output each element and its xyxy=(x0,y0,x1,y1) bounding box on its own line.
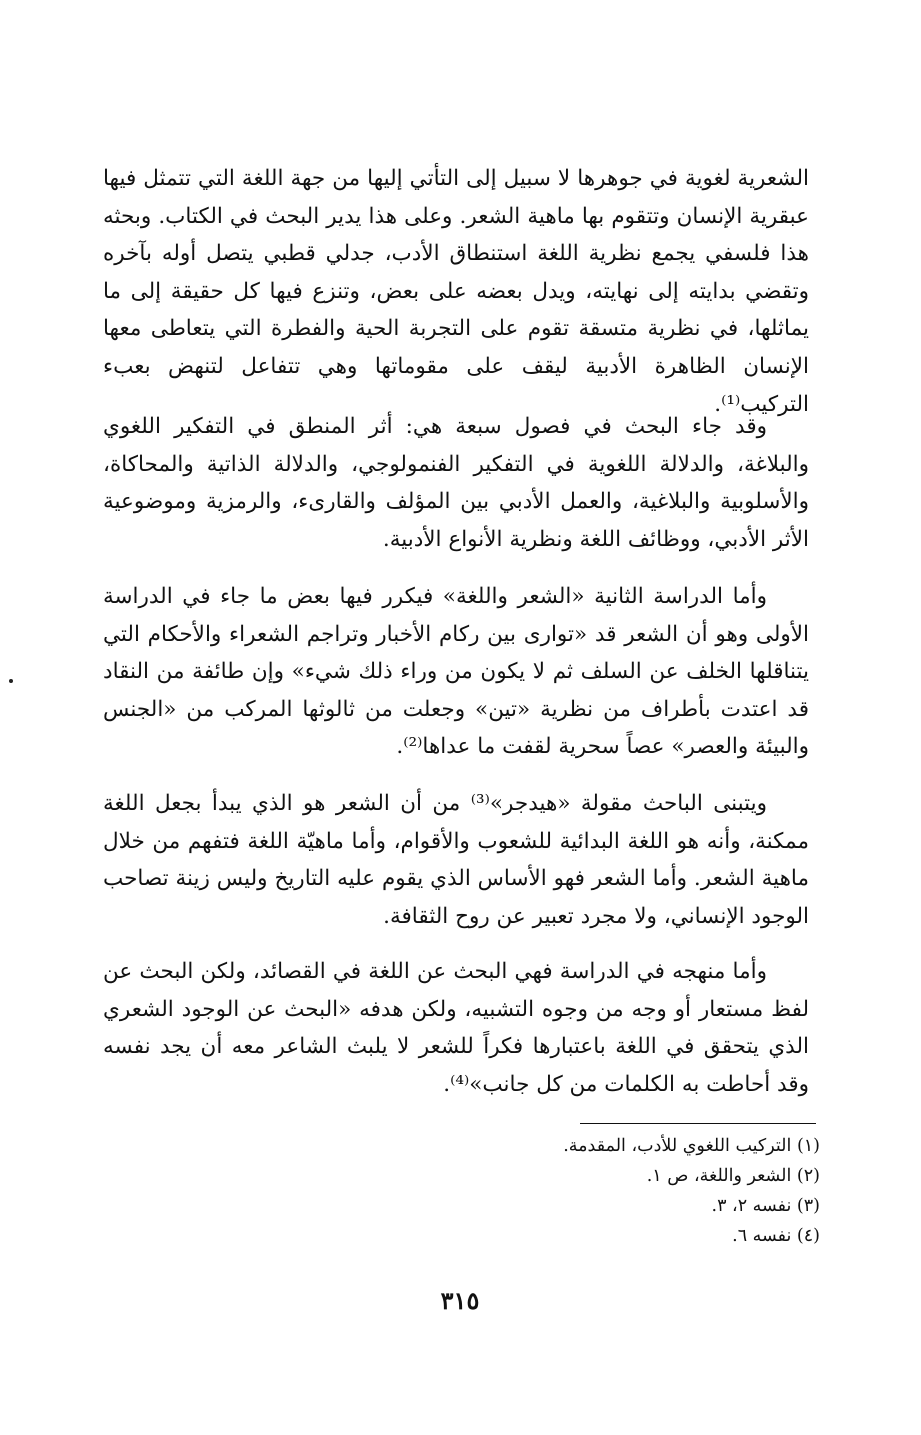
paragraph-2-text: وقد جاء البحث في فصول سبعة هي: أثر المنطق في التفكير اللغوي والبلاغة، والدلالة اللغوية في التفكير الفنمولوجي، والدلالة الذاتية والمحاكاة، والأسلوبية والبلاغية، والعمل الأدبي بين المؤلف والقارىء، والرمزية وموضوعية الأثر الأدبي، ووظائف اللغة ونظرية الأنواع الأدبية. xyxy=(103,414,809,552)
footnote-1: (١) التركيب اللغوي للأدب، المقدمة. xyxy=(563,1136,820,1156)
paragraph-2 xyxy=(103,408,809,558)
footnote-3: (٣) نفسه ٢، ٣. xyxy=(711,1196,820,1216)
paragraph-5-text: وأما منهجه في الدراسة فهي البحث عن اللغة في القصائد، ولكن البحث عن لفظ مستعار أو وجه من وجوه التشبيه، ولكن هدفه «البحث عن الوجود الشعري الذي يتحقق في اللغة باعتبارها فكراً للشعر لا يلبث الشاعر معه أن يجد نفسه وقد أحاطت به الكلمات من كل جانب»⁽⁴⁾. xyxy=(103,959,809,1097)
paragraph-4 xyxy=(103,785,809,935)
paragraph-3-text: وأما الدراسة الثانية «الشعر واللغة» فيكرر فيها بعض ما جاء في الدراسة الأولى وهو أن الشعر قد «توارى بين ركام الأخبار وتراجم الشعراء والأحكام التي يتناقلها الخلف عن السلف ثم لا يكون من وراء ذلك شيء» وإن طائفة من النقاد قد اعتدت بأطراف من نظرية «تين» وجعلت من ثالوثها المركب من «الجنس والبيئة والعصر» عصاً سحرية لقفت ما عداها⁽²⁾. xyxy=(103,584,809,760)
page-number: ٣١٥ xyxy=(440,1286,480,1315)
footnotes xyxy=(420,1131,820,1251)
paragraph-1-text: الشعرية لغوية في جوهرها لا سبيل إلى التأتي إليها من جهة اللغة التي تتمثل فيها عبقرية الإنسان وتتقوم بها ماهية الشعر. وعلى هذا يدير البحث في الكتاب. وبحثه هذا فلسفي يجمع نظرية اللغة استنطاق الأدب، جدلي قطبي يتصل أوله بآخره وتقضي بدايته إلى نهايته، ويدل بعضه على بعض، وتنزع فيها كل حقيقة إلى ما يماثلها، في نظرية متسقة تقوم على التجربة الحية والفطرة التي يتعاطى معها الإنسان الظاهرة الأدبية ليقف على مقوماتها وهي تتفاعل لتنهض بعبء التركيب⁽¹⁾. xyxy=(103,166,809,417)
footnote-2: (٢) الشعر واللغة، ص ١. xyxy=(646,1166,820,1186)
footnote-separator xyxy=(580,1123,816,1124)
paragraph-4-text: ويتبنى الباحث مقولة «هيدجر»⁽³⁾ من أن الشعر هو الذي يبدأ بجعل اللغة ممكنة، وأنه هو اللغة البدائية للشعوب والأقوام، وأما ماهيّة اللغة فتفهم من خلال ماهية الشعر. وأما الشعر فهو الأساس الذي يقوم عليه التاريخ وليس زينة تصاحب الوجود الإنساني، ولا مجرد تعبير عن روح الثقافة. xyxy=(103,791,809,929)
footnote-4: (٤) نفسه ٦. xyxy=(732,1226,820,1246)
paragraph-1 xyxy=(103,160,809,423)
paragraph-3 xyxy=(103,578,809,766)
margin-speck xyxy=(9,679,13,683)
paragraph-5 xyxy=(103,953,809,1103)
